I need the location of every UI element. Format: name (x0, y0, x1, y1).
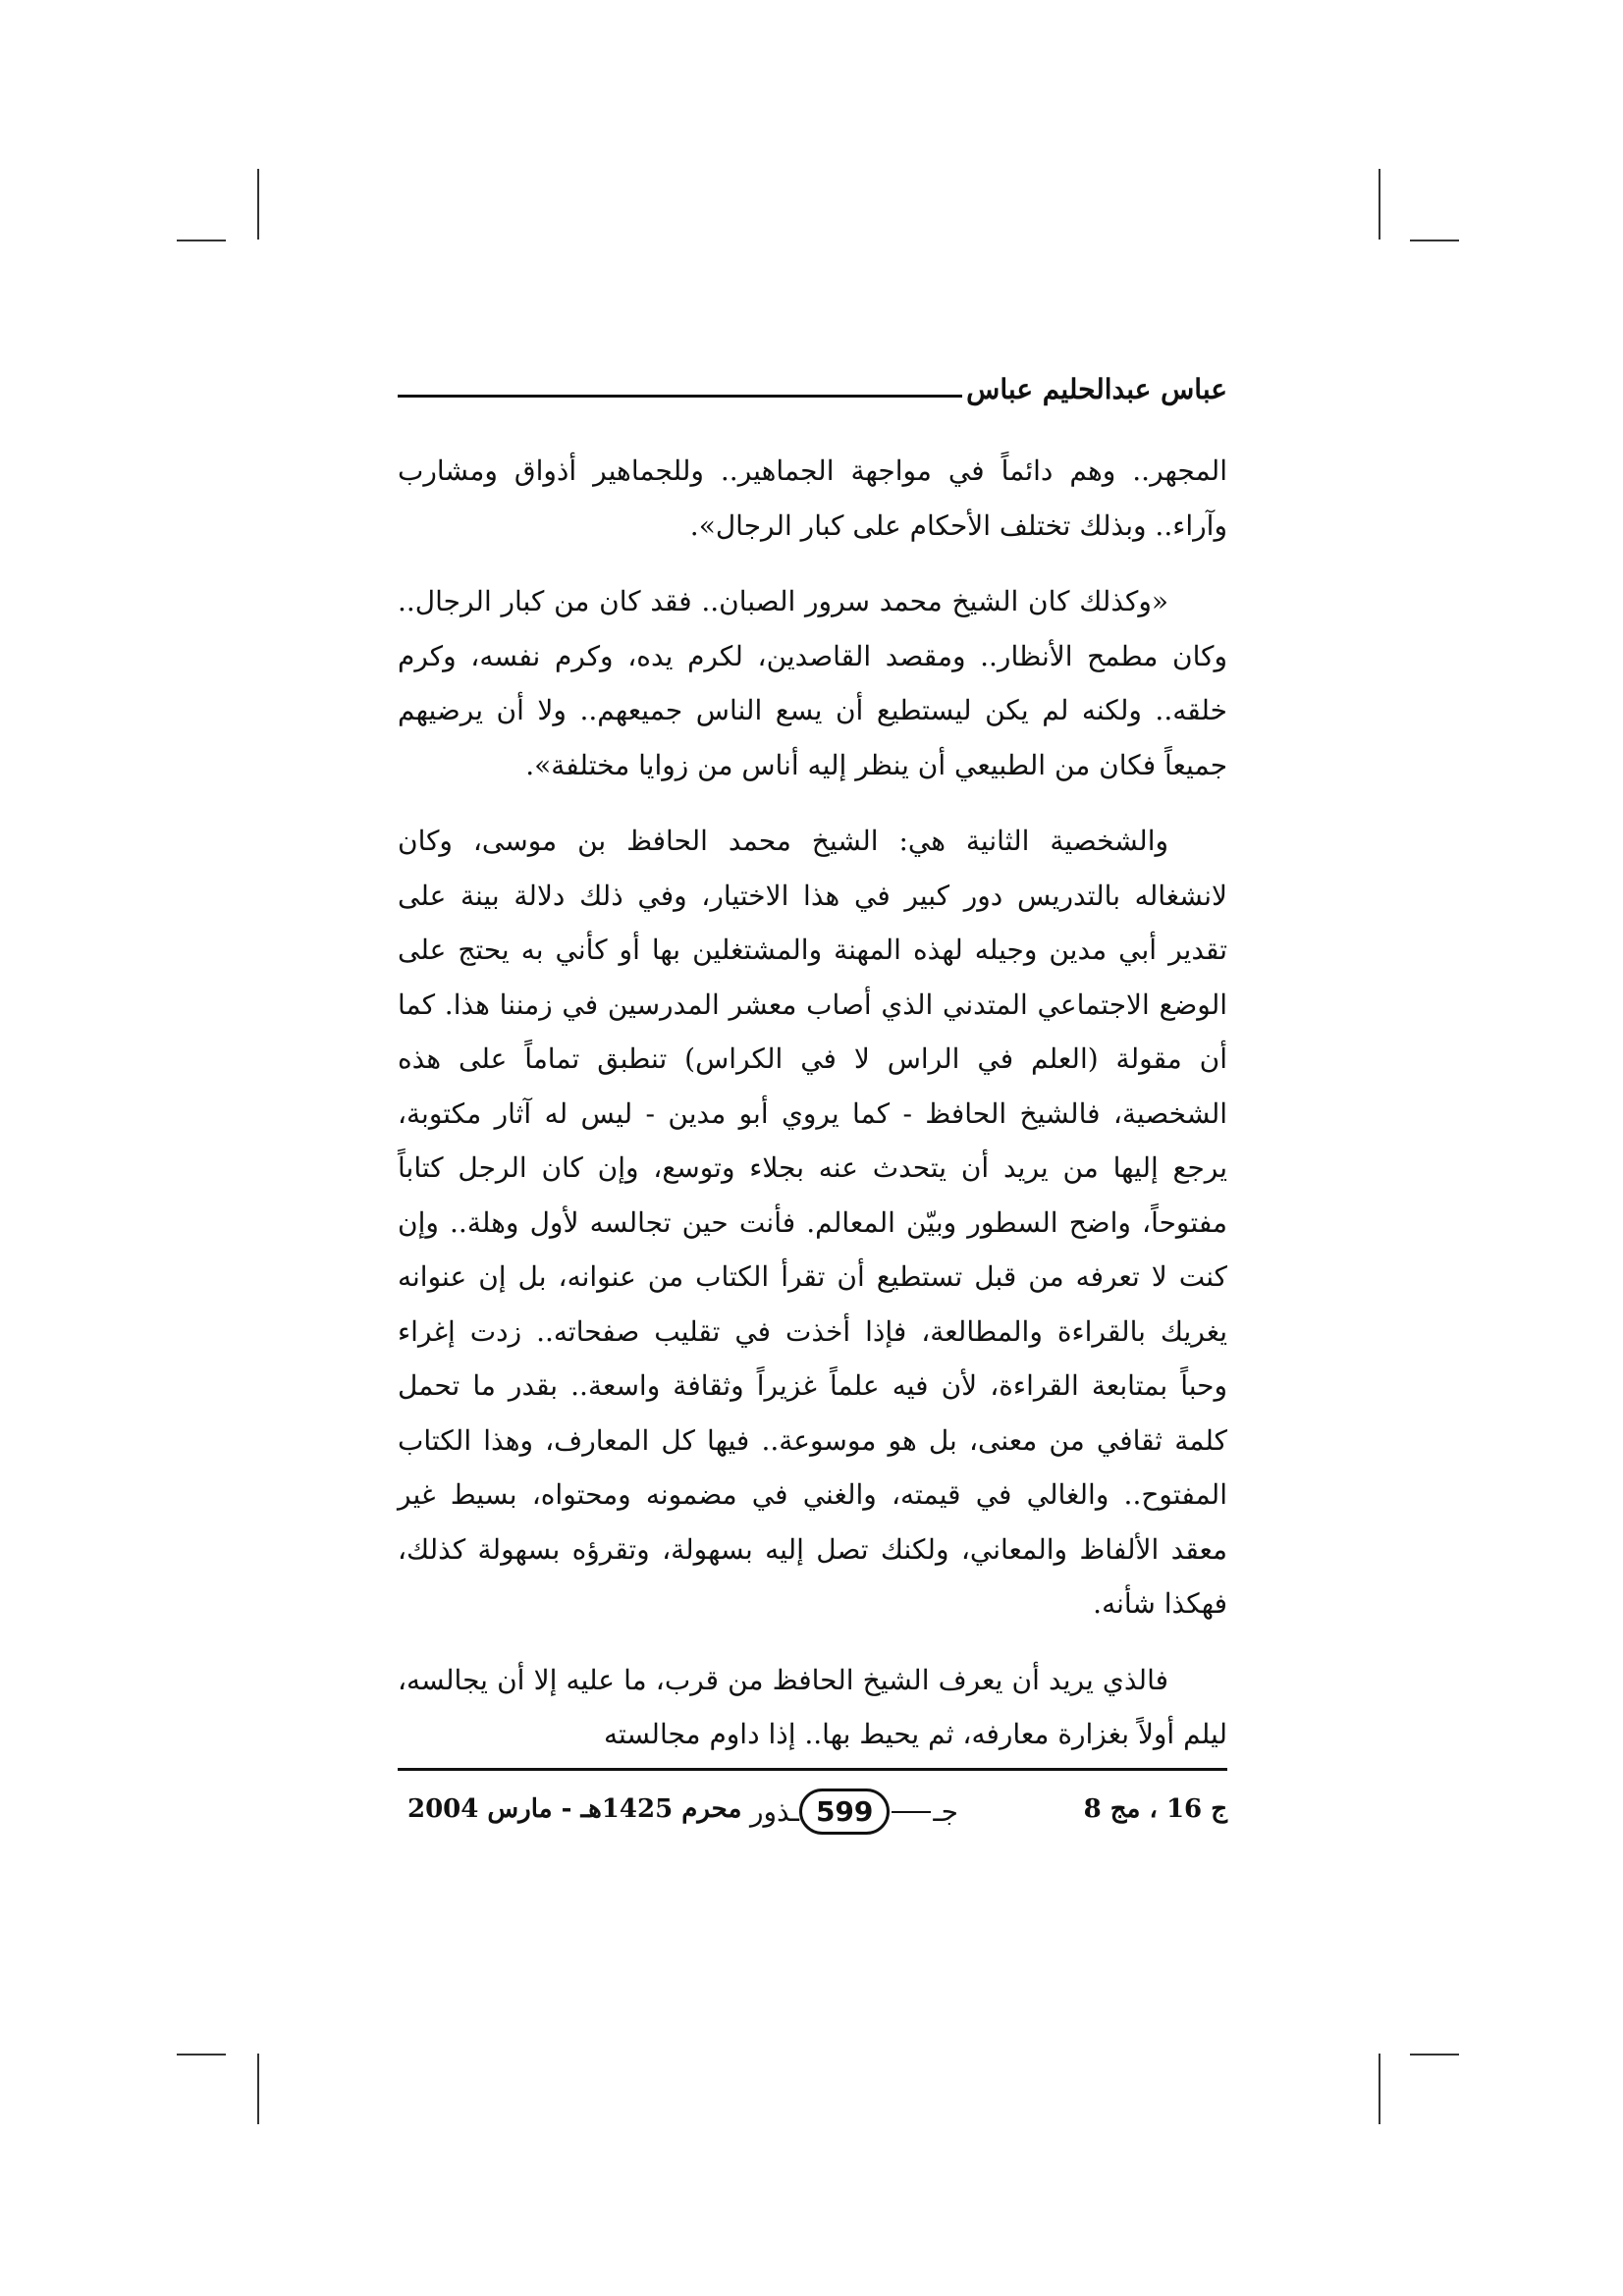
issue-volume: ج 16 ، مج 8 (1083, 1793, 1227, 1824)
crop-mark-top-left (257, 169, 259, 240)
page-footer (398, 1785, 1227, 1843)
paragraph: المجهر.. وهم دائماً في مواجهة الجماهير.. وللجماهير أذواق ومشارب وآراء.. وبذلك تختلف الأحكام على كبار الرجال». (398, 454, 1227, 542)
page-content (398, 373, 1227, 1843)
journal-line (892, 1811, 931, 1813)
crop-mark-bottom-right-h (1410, 2054, 1459, 2056)
crop-mark-top-left-h (177, 240, 226, 241)
footer-rule (398, 1768, 1227, 1771)
author-name: عباس عبدالحليم عباس (966, 373, 1227, 405)
paragraph: فالذي يريد أن يعرف الشيخ الحافظ من قرب، ما عليه إلا أن يجالسه، ليلم أولاً بغزارة معارفه، ثم يحيط بها.. إذا داوم مجالسته (398, 1663, 1227, 1750)
paragraph: «وكذلك كان الشيخ محمد سرور الصبان.. فقد كان من كبار الرجال.. وكان مطمح الأنظار.. ومقصد القاصدين، لكرم يده، وكرم نفسه، وكرم خلقه.. ولكنه لم يكن ليستطيع أن يسع الناس جميعهم.. ولا أن يرضيهم جميعاً فكان من الطبيعي أن ينظر إليه أناس من زوايا مختلفة». (398, 585, 1227, 781)
running-header (398, 373, 1227, 426)
crop-mark-bottom-left-h (177, 2054, 226, 2056)
crop-mark-bottom-right (1379, 2054, 1380, 2124)
crop-mark-top-right-h (1410, 240, 1459, 241)
paragraph: والشخصية الثانية هي: الشيخ محمد الحافظ بن موسى، وكان لانشغاله بالتدريس دور كبير في هذا الاختيار، وفي ذلك دلالة بينة على تقدير أبي مدين وجيله لهذه المهنة والمشتغلين بها أو كأني به يحتج على الوضع الاجتماعي المتدني الذي أصاب معشر المدرسين في زمننا هذا. كما أن مقولة (العلم في الراس لا في الكراس) تنطبق تماماً على هذه الشخصية، فالشيخ الحافظ - كما يروي أبو مدين - ليس له آثار مكتوبة، يرجع إليها من يريد أن يتحدث عنه بجلاء وتوسع، وإن كان الرجل كتاباً مفتوحاً، واضح السطور وبيّن المعالم. فأنت حين تجالسه لأول وهلة.. وإن كنت لا تعرفه من قبل تستطيع أن تقرأ الكتاب من عنوانه، بل إن عنوانه يغريك بالقراءة والمطالعة، فإذا أخذت في تقليب صفحاته.. زدت إغراء وحباً بمتابعة القراءة، لأن فيه علماً غزيراً وثقافة واسعة.. بقدر ما تحمل كلمة ثقافي من معنى، بل هو موسوعة.. فيها كل المعارف، وهذا الكتاب المفتوح.. والغالي في قيمته، والغني في مضمونه ومحتواه، بسيط غير معقد الألفاظ والمعاني، ولكنك تصل إليه بسهولة، وتقرؤه بسهولة كذلك، فهكذا شأنه. (398, 825, 1227, 1620)
journal-page-mark (746, 1785, 982, 1840)
journal-name-suffix: ـذور (750, 1795, 799, 1828)
issue-date: محرم 1425هـ - مارس 2004 (407, 1793, 742, 1824)
header-rule (398, 395, 962, 398)
page-number: 599 (799, 1789, 890, 1835)
journal-name-prefix: جـ (933, 1795, 958, 1828)
crop-mark-top-right (1379, 169, 1380, 240)
article-body (398, 444, 1227, 1762)
crop-mark-bottom-left (257, 2054, 259, 2124)
